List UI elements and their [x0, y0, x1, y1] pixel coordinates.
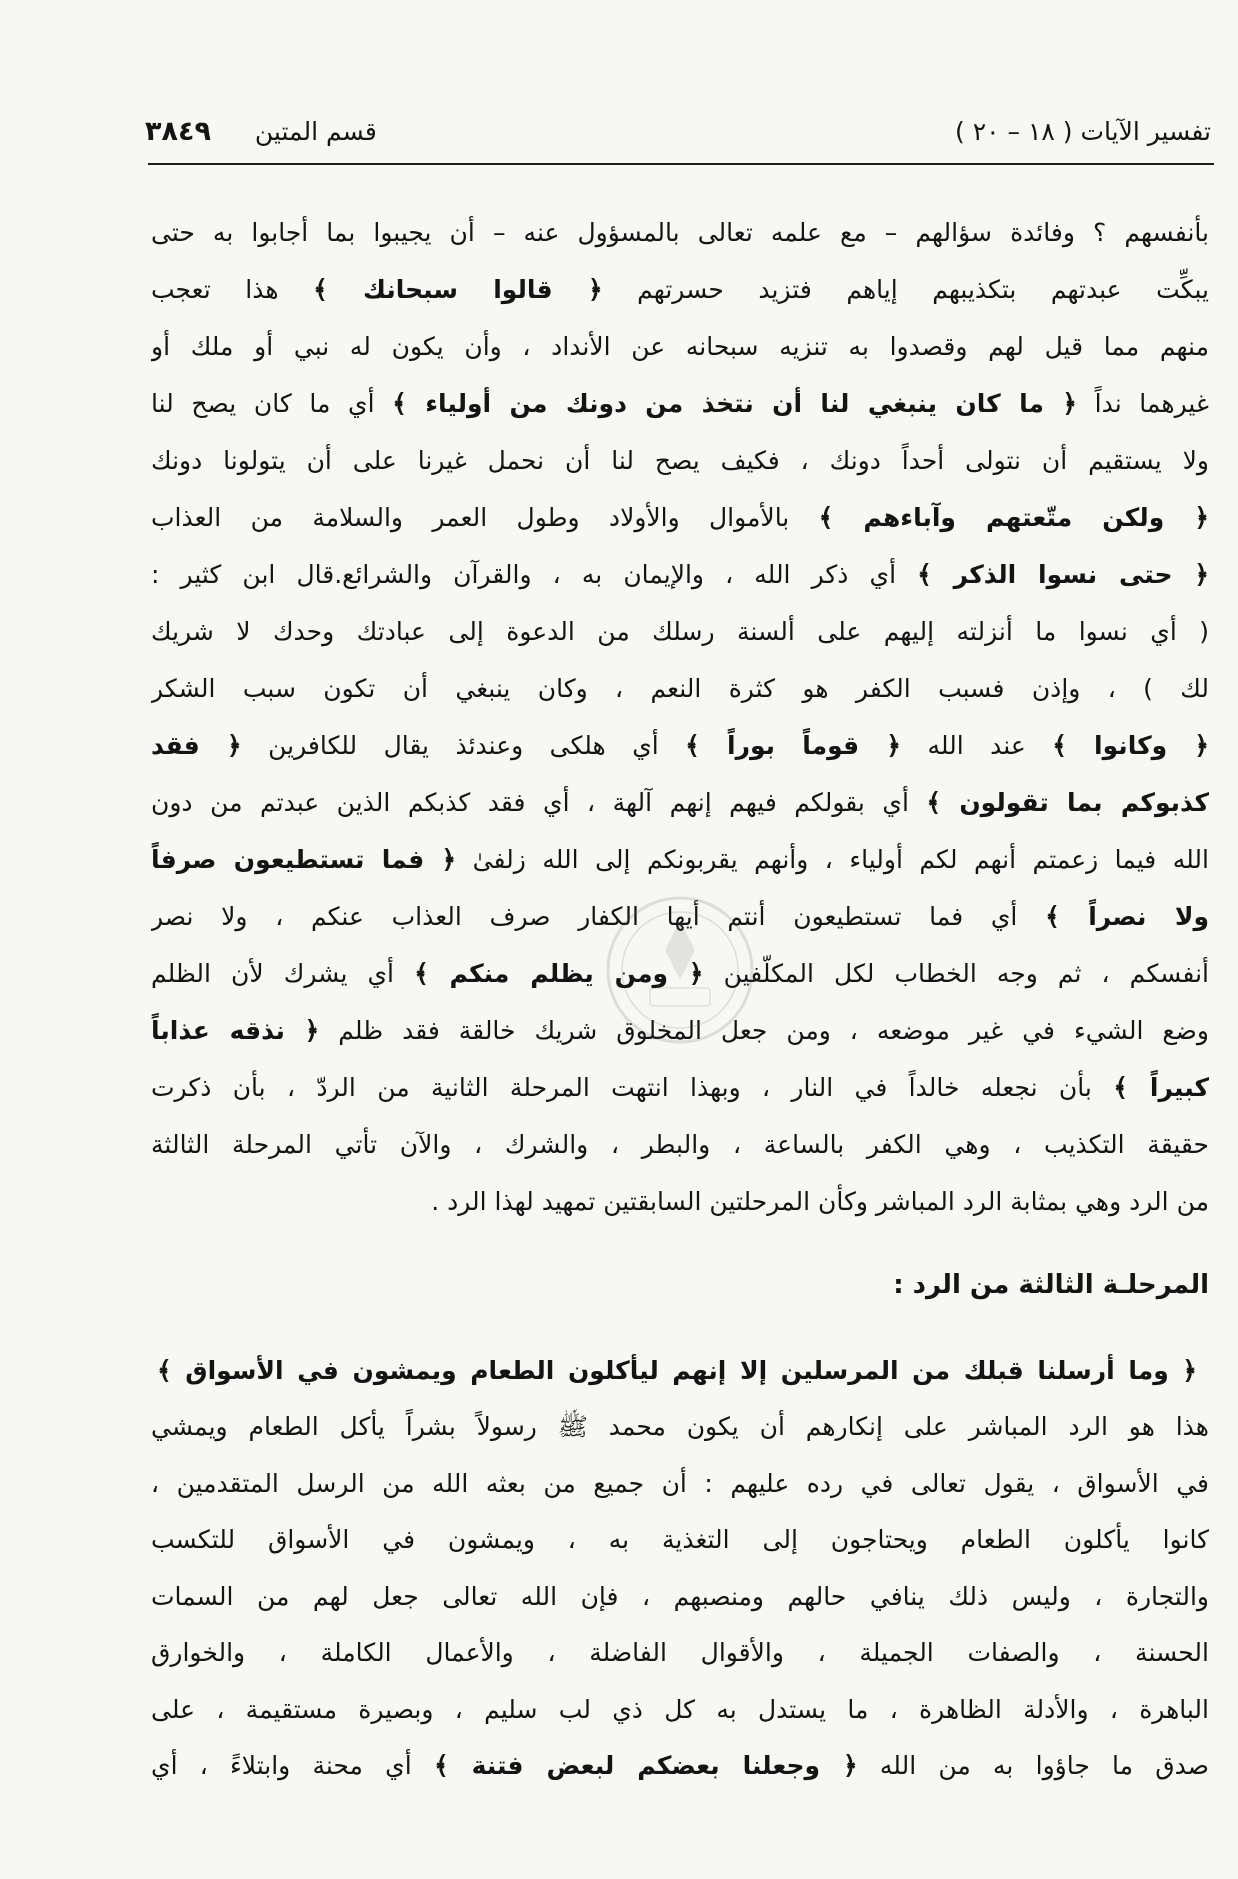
text-line	[151, 660, 1209, 717]
header-rule	[148, 163, 1214, 165]
header-title: تفسير الآيات ( ١٨ – ٢٠ )	[955, 117, 1211, 146]
text-segment: كانوا يأكلون الطعام ويحتاجون إلى التغذية به ، ويمشون في الأسواق للتكسب	[151, 1525, 1209, 1554]
text-line	[157, 1342, 1197, 1399]
quran-quote-segment: ولا نصراً ﴾	[1045, 902, 1209, 931]
text-line	[151, 603, 1209, 660]
text-segment: الله فيما زعمتم أنهم لكم أولياء ، وأنهم يقربونكم إلى الله زلفىٰ	[456, 845, 1209, 874]
quran-quote-segment: ﴿ وما أرسلنا قبلك من المرسلين إلا إنهم ليأكلون الطعام ويمشون في الأسواق ﴾	[157, 1356, 1197, 1385]
text-segment: وضع الشيء في غير موضعه ، ومن جعل المخلوق شريك خالقة فقد ظلم	[319, 1016, 1209, 1045]
running-header	[145, 110, 1211, 154]
quran-quote-segment: ﴿ قوماً بوراً ﴾	[685, 731, 902, 760]
quran-quote-segment: ﴿ ما كان ينبغي لنا أن نتخذ من دونك من أولياء ﴾	[392, 389, 1077, 418]
text-line	[151, 1002, 1209, 1059]
text-line	[151, 318, 1209, 375]
quran-quote-segment: ﴿ حتى نسوا الذكر ﴾	[917, 560, 1209, 589]
text-line	[151, 1512, 1209, 1569]
text-line	[151, 546, 1209, 603]
text-line	[151, 375, 1209, 432]
text-line	[151, 1682, 1209, 1739]
text-segment: بالأموال والأولاد وطول العمر والسلامة من العذاب	[151, 503, 819, 532]
text-line	[151, 1738, 1209, 1795]
text-line	[151, 831, 1209, 888]
text-segment: منهم مما قيل لهم وقصدوا به تنزيه سبحانه عن الأنداد ، وأن يكون له نبي أو ملك أو	[151, 332, 1209, 361]
text-segment: أي فما تستطيعون أنتم أيها الكفار صرف العذاب عنكم ، ولا نصر	[151, 902, 1046, 931]
text-line	[151, 1173, 1209, 1230]
text-segment: أي ذكر الله ، والإيمان به ، والقرآن والشرائع.قال ابن كثير :	[151, 560, 918, 589]
text-segment: أي ما كان يصح لنا	[151, 389, 393, 418]
text-segment: بأنفسهم ؟ وفائدة سؤالهم – مع علمه تعالى بالمسؤول عنه – أن يجيبوا بما أجابوا به حتى	[151, 218, 1209, 247]
quran-quote-segment: كبيراً ﴾	[1113, 1073, 1209, 1102]
quran-quote-segment: كذبوكم بما تقولون ﴾	[926, 788, 1209, 817]
header-left-group	[145, 110, 377, 154]
text-segment: لك ) ، وإذن فسبب الكفر هو كثرة النعم ، وكان ينبغي أن تكون سبب الشكر	[151, 674, 1209, 703]
quran-quote-segment: ﴿ ولكن متّعتهم وآباءهم ﴾	[818, 503, 1209, 532]
quran-verse-line	[157, 1342, 1197, 1399]
text-line	[151, 261, 1209, 318]
text-segment: أي بقولكم فيهم إنهم آلهة ، أي فقد كذبكم الذين عبدتم من دون	[151, 788, 927, 817]
text-segment: أي هلكى وعندئذ يقال للكافرين	[241, 731, 686, 760]
paragraph-2	[151, 1399, 1209, 1795]
quran-quote-segment: ﴿ ومن يظلم منكم ﴾	[414, 959, 704, 988]
text-segment: أي يشرك لأن الظلم	[151, 959, 415, 988]
text-line	[151, 489, 1209, 546]
text-line	[151, 1569, 1209, 1626]
text-segment: صدق ما جاؤوا به من الله	[857, 1751, 1209, 1780]
section-heading: المرحلـة الثالثة من الرد :	[893, 1270, 1209, 1300]
quran-quote-segment: ﴿ فقد	[151, 731, 242, 760]
quran-quote-segment: ﴿ قالوا سبحانك ﴾	[313, 275, 603, 304]
text-segment: هذا تعجب	[151, 275, 314, 304]
text-line	[151, 432, 1209, 489]
page-number: ٣٨٤٩	[145, 116, 211, 147]
text-segment: من الرد وهي بمثابة الرد المباشر وكأن المرحلتين السابقتين تمهيد لهذا الرد .	[431, 1187, 1209, 1216]
text-segment: بأن نجعله خالداً في النار ، وبهذا انتهت المرحلة الثانية من الردّ ، بأن ذكرت	[151, 1073, 1114, 1102]
text-line	[151, 945, 1209, 1002]
text-segment: عند الله	[901, 731, 1053, 760]
text-line	[151, 774, 1209, 831]
text-line	[151, 888, 1209, 945]
text-line	[151, 1059, 1209, 1116]
text-line	[151, 1399, 1209, 1456]
text-segment: يبكِّت عبدتهم بتكذيبهم إياهم فتزيد حسرتهم	[602, 275, 1209, 304]
text-segment: الحسنة ، والصفات الجميلة ، والأقوال الفاضلة ، والأعمال الكاملة ، والخوارق	[151, 1638, 1209, 1667]
paragraph-1	[151, 204, 1209, 1230]
text-segment: غيرهما نداً	[1077, 389, 1209, 418]
text-segment: حقيقة التكذيب ، وهي الكفر بالساعة ، والبطر ، والشرك ، والآن تأتي المرحلة الثالثة	[151, 1130, 1209, 1159]
text-line	[151, 1116, 1209, 1173]
header-section: قسم المتين	[254, 117, 377, 146]
quran-quote-segment: ﴿ وكانوا ﴾	[1052, 731, 1209, 760]
text-line	[151, 1456, 1209, 1513]
text-segment: ولا يستقيم أن نتولى أحداً دونك ، فكيف يصح لنا أن نحمل غيرنا على أن يتولونا دونك	[151, 446, 1209, 475]
text-segment: في الأسواق ، يقول تعالى في رده عليهم : أن جميع من بعثه الله من الرسل المتقدمين ،	[151, 1468, 1209, 1498]
quran-quote-segment: ﴿ فما تستطيعون صرفاً	[151, 845, 457, 874]
text-segment: أنفسكم ، ثم وجه الخطاب لكل المكلّفين	[703, 959, 1209, 988]
text-segment: ( أي نسوا ما أنزلته إليهم على ألسنة رسلك من الدعوة إلى عبادتك وحدك لا شريك	[151, 617, 1209, 646]
text-segment: أي محنة وابتلاءً ، أي	[151, 1751, 434, 1780]
text-segment: والتجارة ، وليس ذلك ينافي حالهم ومنصبهم ، فإن الله تعالى جعل لهم من السمات	[151, 1581, 1209, 1611]
text-line	[151, 1625, 1209, 1682]
quran-quote-segment: ﴿ وجعلنا بعضكم لبعض فتنة ﴾	[433, 1751, 858, 1780]
text-segment: الباهرة ، والأدلة الظاهرة ، ما يستدل به كل ذي لب سليم ، وبصيرة مستقيمة ، على	[151, 1694, 1209, 1724]
text-segment: هذا هو الرد المباشر على إنكارهم أن يكون محمد ﷺ رسولاً بشراً يأكل الطعام ويمشي	[151, 1412, 1209, 1441]
text-line	[151, 204, 1209, 261]
text-line	[151, 717, 1209, 774]
quran-quote-segment: ﴿ نذقه عذاباً	[151, 1016, 320, 1045]
